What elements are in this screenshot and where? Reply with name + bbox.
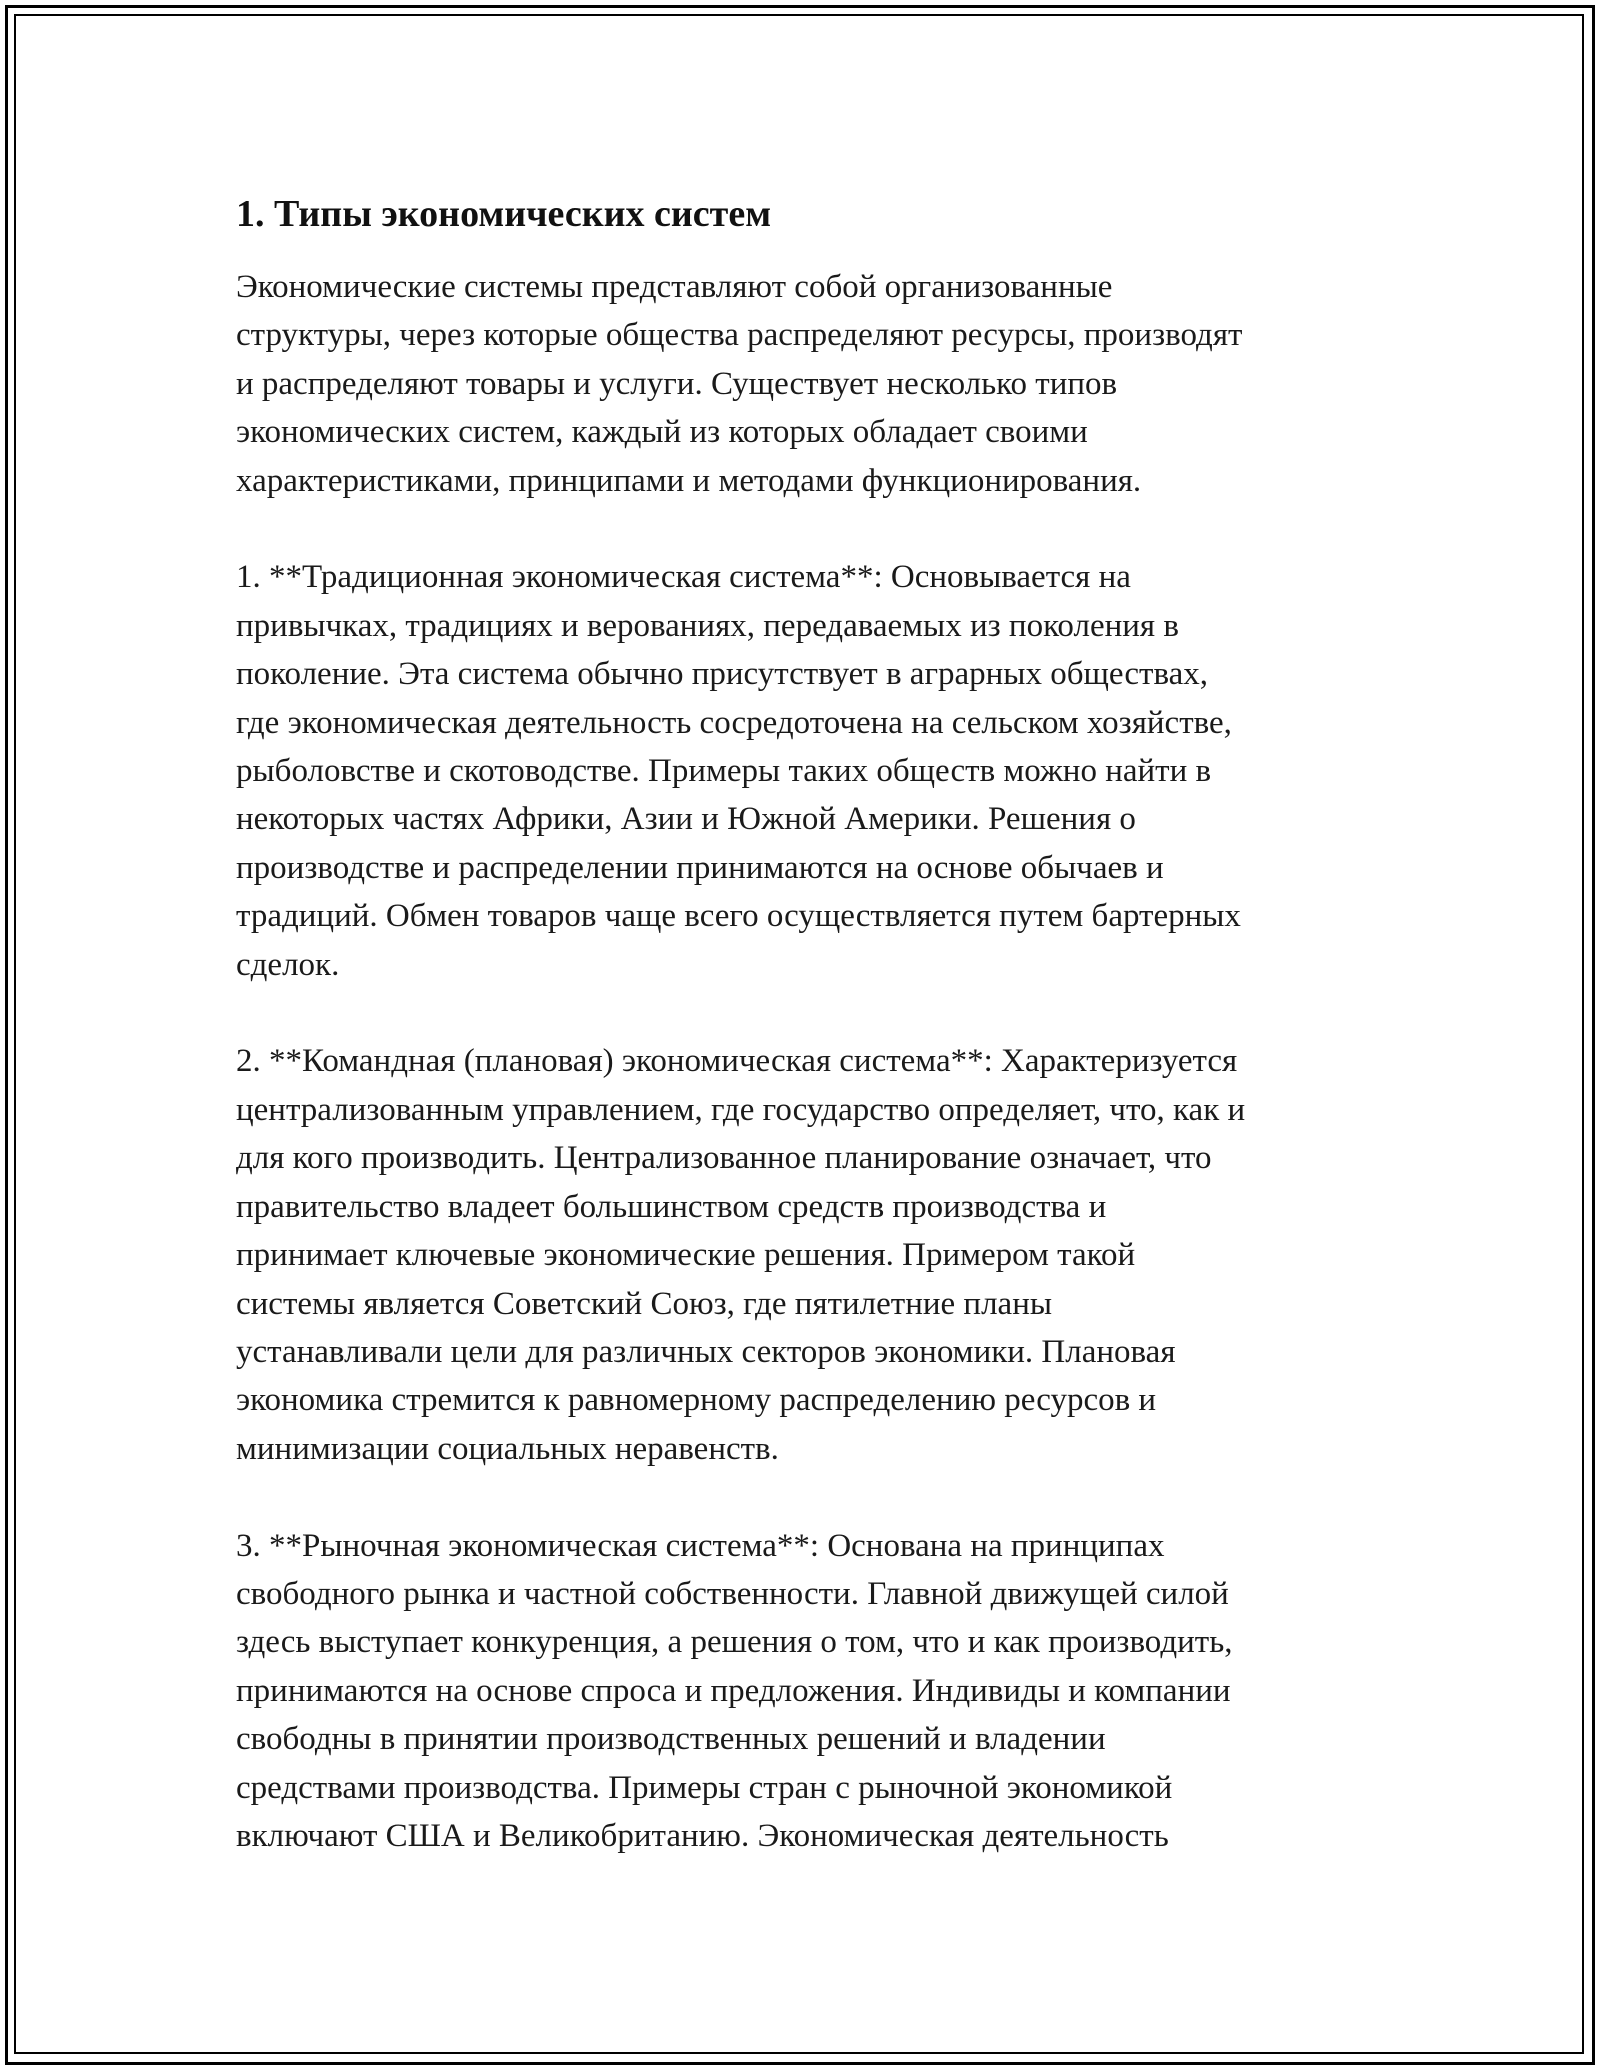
- document-body: [236, 185, 1396, 1860]
- traditional-system-paragraph: 1. **Традиционная экономическая система**: Основывается на привычках, традициях и верованиях, передаваемых из поколения в поколение. Эта система обычно присутствует в аграрных обществах, где экономическая деятельность сосредоточена на сельском хозяйстве, рыболовстве и скотоводстве. Примеры таких обществ можно найти в некоторых частях Африки, Азии и Южной Америки. Решения о производстве и распределении принимаются на основе обычаев и традиций. Обмен товаров чаще всего осуществляется путем бартерных сделок.: [236, 559, 1241, 983]
- document-title: 1. Типы экономических систем: [236, 193, 772, 235]
- intro-paragraph: Экономические системы представляют собой организованные структуры, через которые общества распределяют ресурсы, производят и распределяют товары и услуги. Существует несколько типов экономических систем, каждый из которых обладает своими характеристиками, принципами и методами функционирования.: [236, 269, 1243, 499]
- market-system-paragraph: 3. **Рыночная экономическая система**: Основана на принципах свободного рынка и частной собственности. Главной движущей силой здесь выступает конкуренция, а решения о том, что и как производить, принимаются на основе спроса и предложения. Индивиды и компании свободны в принятии производственных решений и владении средствами производства. Примеры стран с рыночной экономикой включают США и Великобританию. Экономическая деятельность: [236, 1527, 1233, 1854]
- command-system-paragraph: 2. **Командная (плановая) экономическая система**: Характеризуется централизованным управлением, где государство определяет, что, как и для кого производить. Централизованное планирование означает, что правительство владеет большинством средств производства и принимает ключевые экономические решения. Примером такой системы является Советский Союз, где пятилетние планы устанавливали цели для различных секторов экономики. Плановая экономика стремится к равномерному распределению ресурсов и минимизации социальных неравенств.: [236, 1043, 1246, 1467]
